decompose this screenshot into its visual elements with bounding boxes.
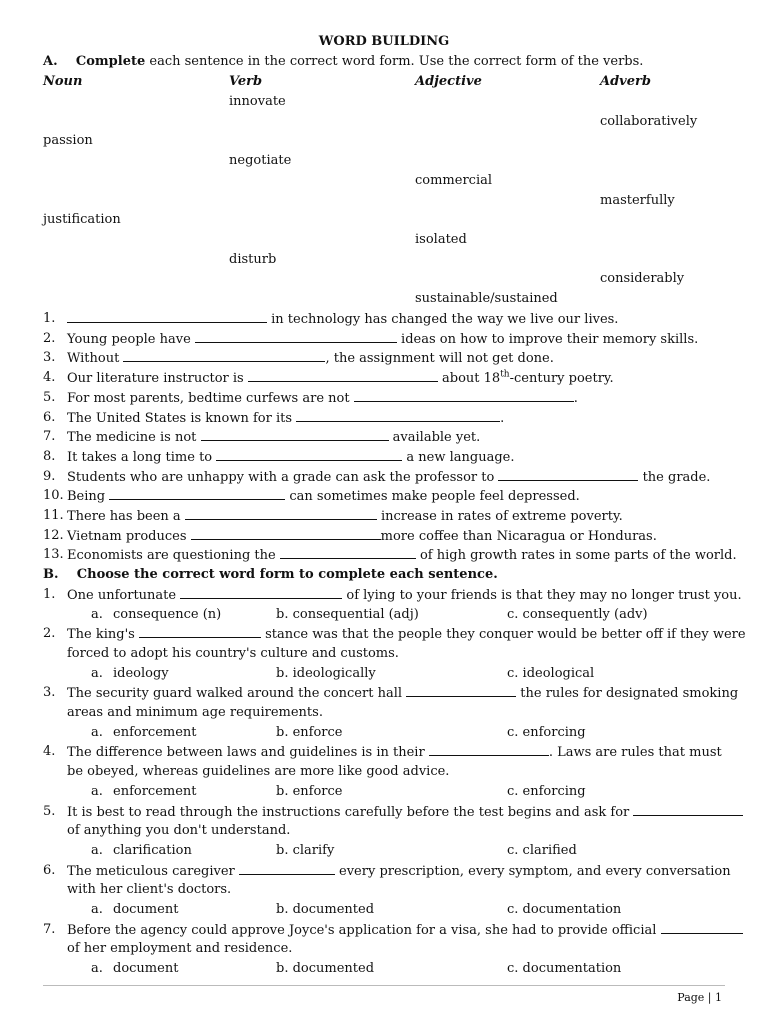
question-number: 4. — [43, 744, 56, 760]
header-verb: Verb — [229, 74, 263, 89]
answer-blank[interactable] — [191, 528, 381, 540]
table-word-adverb: masterfully — [600, 192, 675, 208]
question-pre: One unfortunate — [67, 587, 181, 603]
question-text — [67, 922, 743, 938]
question-post: stance was that the people they conquer would be better off if they were — [260, 627, 746, 643]
question-text — [67, 823, 290, 838]
sentence-pre: For most parents, bedtime curfews are not — [67, 390, 354, 406]
page-title: WORD BUILDING — [318, 34, 450, 49]
option-c[interactable]: c. clarified — [507, 842, 577, 858]
sentence-number: 3. — [43, 350, 56, 366]
option-b[interactable]: b. enforce — [276, 783, 343, 799]
sentence-number: 10. — [43, 488, 64, 504]
option-a-letter: a. — [91, 842, 103, 858]
question-text — [67, 744, 722, 760]
sentence-post: about 18 — [437, 371, 501, 387]
sentence-text — [67, 311, 618, 327]
answer-blank[interactable] — [498, 469, 638, 481]
option-c[interactable]: c. enforcing — [507, 783, 586, 799]
section-b-instruction — [43, 567, 498, 582]
sentence-superscript: th — [500, 369, 510, 380]
sentence-post-2: -century poetry. — [509, 371, 614, 387]
sentence-post: the grade. — [638, 469, 711, 485]
sentence-number: 9. — [43, 468, 56, 484]
sentence-post: . — [573, 390, 578, 406]
sentence-text — [67, 410, 504, 426]
sentence-number: 8. — [43, 448, 56, 464]
option-b[interactable]: b. clarify — [276, 842, 335, 858]
table-word-verb: innovate — [229, 94, 286, 109]
option-c[interactable]: c. documentation — [507, 961, 622, 977]
table-word-noun: passion — [43, 133, 93, 149]
sentence-post: , the assignment will not get done. — [325, 351, 554, 367]
answer-blank[interactable] — [139, 626, 261, 638]
question-number: 5. — [43, 803, 56, 819]
question-number: 3. — [43, 685, 56, 701]
answer-blank[interactable] — [429, 744, 549, 756]
sentence-post: available yet. — [388, 430, 481, 446]
table-word-adverb: collaboratively — [600, 113, 698, 129]
answer-blank[interactable] — [109, 488, 285, 500]
sentence-pre: Economists are questioning the — [67, 548, 280, 564]
question-pre: of her employment and residence. — [67, 941, 293, 957]
question-post: . Laws are rules that must — [548, 745, 722, 761]
footer-divider — [43, 985, 725, 986]
question-pre: with her client's doctors. — [67, 882, 232, 898]
question-post: the rules for designated smoking — [516, 686, 739, 702]
section-a-instruction-bold: Complete — [75, 54, 146, 69]
option-a-letter: a. — [91, 902, 103, 917]
table-word-noun: justification — [43, 212, 121, 228]
question-pre: be obeyed, whereas guidelines are more like good advice. — [67, 764, 450, 780]
option-b[interactable]: b. documented — [276, 961, 375, 977]
question-number: 1. — [43, 586, 56, 602]
header-noun: Noun — [43, 74, 83, 89]
sentence-pre: It takes a long time to — [67, 449, 217, 465]
table-word-verb: disturb — [229, 251, 277, 267]
sentence-number: 5. — [43, 389, 56, 405]
sentence-pre: Students who are unhappy with a grade can ask the professor to — [67, 469, 499, 485]
answer-blank[interactable] — [180, 587, 342, 599]
sentence-post: can sometimes make people feel depressed. — [285, 489, 580, 505]
answer-blank[interactable] — [216, 449, 402, 461]
sentence-post: a new language. — [402, 449, 515, 465]
option-a-letter: a. — [91, 724, 103, 740]
answer-blank[interactable] — [248, 370, 438, 382]
page-number: Page | 1 — [677, 991, 722, 1004]
sentence-number: 2. — [43, 330, 56, 346]
question-pre: Before the agency could approve Joyce's application for a visa, she had to provide official — [67, 922, 661, 938]
sentence-pre: The medicine is not — [67, 430, 201, 446]
table-word-verb: negotiate — [229, 153, 292, 169]
option-a-text[interactable]: document — [113, 902, 179, 917]
option-a-letter: a. — [91, 961, 103, 977]
sentence-number: 13. — [43, 547, 64, 563]
answer-blank[interactable] — [239, 863, 335, 875]
question-pre: The security guard walked around the concert hall — [67, 686, 407, 702]
option-c[interactable]: c. consequently (adv) — [507, 606, 648, 622]
section-b-instruction-text: Choose the correct word form to complete each sentence. — [76, 567, 498, 583]
question-text — [67, 626, 746, 642]
question-pre: forced to adopt his country's culture and customs. — [67, 645, 399, 661]
question-post: every prescription, every symptom, and every conversation — [334, 863, 731, 879]
sentence-number: 12. — [43, 527, 64, 543]
option-b[interactable]: b. enforce — [276, 724, 343, 740]
answer-blank[interactable] — [195, 331, 397, 343]
sentence-text — [67, 528, 657, 544]
option-a-text[interactable]: enforcement — [113, 783, 197, 799]
option-b[interactable]: b. consequential (adj) — [276, 606, 419, 622]
answer-blank[interactable] — [185, 508, 377, 520]
sentence-pre: Without — [67, 351, 124, 367]
option-c[interactable]: c. enforcing — [507, 724, 586, 740]
answer-blank[interactable] — [661, 922, 743, 934]
sentence-text — [67, 370, 614, 386]
option-a-text[interactable]: enforcement — [113, 724, 197, 740]
answer-blank[interactable] — [633, 804, 743, 816]
answer-blank[interactable] — [280, 547, 416, 559]
question-text — [67, 941, 292, 956]
sentence-post: . — [500, 410, 505, 426]
sentence-pre: Being — [67, 489, 110, 505]
answer-blank[interactable] — [201, 429, 389, 441]
answer-blank[interactable] — [296, 410, 500, 422]
table-word-adjective: sustainable/sustained — [415, 291, 558, 306]
question-text — [67, 804, 743, 820]
option-c[interactable]: c. ideological — [507, 665, 595, 681]
sentence-post: in technology has changed the way we live our lives. — [267, 312, 619, 327]
sentence-pre: Vietnam produces — [67, 528, 191, 544]
question-pre: The king's — [67, 627, 139, 643]
table-word-adverb: considerably — [600, 271, 685, 287]
header-adjective: Adjective — [415, 74, 482, 89]
table-word-adjective: isolated — [415, 231, 467, 247]
header-adverb: Adverb — [600, 74, 651, 89]
answer-blank[interactable] — [67, 311, 267, 323]
sentence-text — [67, 429, 480, 445]
sentence-text — [67, 350, 554, 366]
sentence-number: 1. — [43, 311, 56, 326]
table-word-adjective: commercial — [415, 172, 493, 188]
sentence-text — [67, 508, 623, 524]
option-a-text[interactable]: document — [113, 961, 179, 977]
option-a-text[interactable]: ideology — [113, 665, 169, 681]
sentence-text — [67, 390, 578, 406]
question-text — [67, 705, 323, 720]
question-pre: The difference between laws and guidelines is in their — [67, 745, 429, 761]
sentence-post: of high growth rates in some parts of the world. — [415, 548, 737, 564]
option-b[interactable]: b. ideologically — [276, 665, 376, 681]
sentence-text — [67, 449, 514, 465]
section-b-letter: B. — [43, 567, 59, 583]
sentence-text — [67, 488, 580, 504]
sentence-post: increase in rates of extreme poverty. — [376, 509, 623, 524]
question-text — [67, 685, 738, 701]
sentence-post: more coffee than Nicaragua or Honduras. — [380, 528, 657, 544]
question-pre: The meticulous caregiver — [67, 863, 239, 879]
sentence-text — [67, 547, 737, 563]
question-text — [67, 863, 731, 879]
option-a-letter: a. — [91, 606, 103, 622]
option-a-letter: a. — [91, 783, 103, 799]
sentence-pre: Our literature instructor is — [67, 371, 248, 387]
option-a-text[interactable]: consequence (n) — [113, 606, 222, 622]
question-number: 7. — [43, 921, 56, 937]
option-a-letter: a. — [91, 665, 103, 681]
sentence-number: 11. — [43, 508, 64, 523]
question-text — [67, 587, 742, 603]
question-number: 6. — [43, 862, 56, 878]
answer-blank[interactable] — [123, 350, 325, 362]
sentence-pre: There has been a — [67, 509, 185, 524]
sentence-number: 6. — [43, 409, 56, 425]
sentence-text — [67, 331, 698, 347]
section-a-instruction — [43, 54, 643, 69]
question-pre: It is best to read through the instructions carefully before the test begins and ask for — [67, 804, 634, 820]
section-a-instruction-text: each sentence in the correct word form. Use the correct form of the verbs. — [145, 54, 644, 69]
question-pre: areas and minimum age requirements. — [67, 705, 323, 720]
question-text — [67, 764, 449, 779]
question-number: 2. — [43, 626, 56, 642]
option-a-text[interactable]: clarification — [113, 842, 192, 858]
sentence-pre: Young people have — [67, 331, 195, 347]
question-text — [67, 882, 231, 897]
sentence-number: 7. — [43, 429, 56, 445]
sentence-post: ideas on how to improve their memory skills. — [396, 331, 699, 347]
question-pre: of anything you don't understand. — [67, 823, 291, 839]
sentence-number: 4. — [43, 370, 56, 386]
sentence-pre: The United States is known for its — [67, 410, 297, 426]
section-a-letter: A. — [43, 54, 58, 69]
question-text — [67, 646, 399, 661]
option-b[interactable]: b. documented — [276, 902, 375, 917]
answer-blank[interactable] — [406, 685, 516, 697]
question-post: of lying to your friends is that they may no longer trust you. — [342, 587, 742, 603]
answer-blank[interactable] — [354, 390, 574, 402]
sentence-text — [67, 469, 710, 485]
option-c[interactable]: c. documentation — [507, 902, 622, 917]
